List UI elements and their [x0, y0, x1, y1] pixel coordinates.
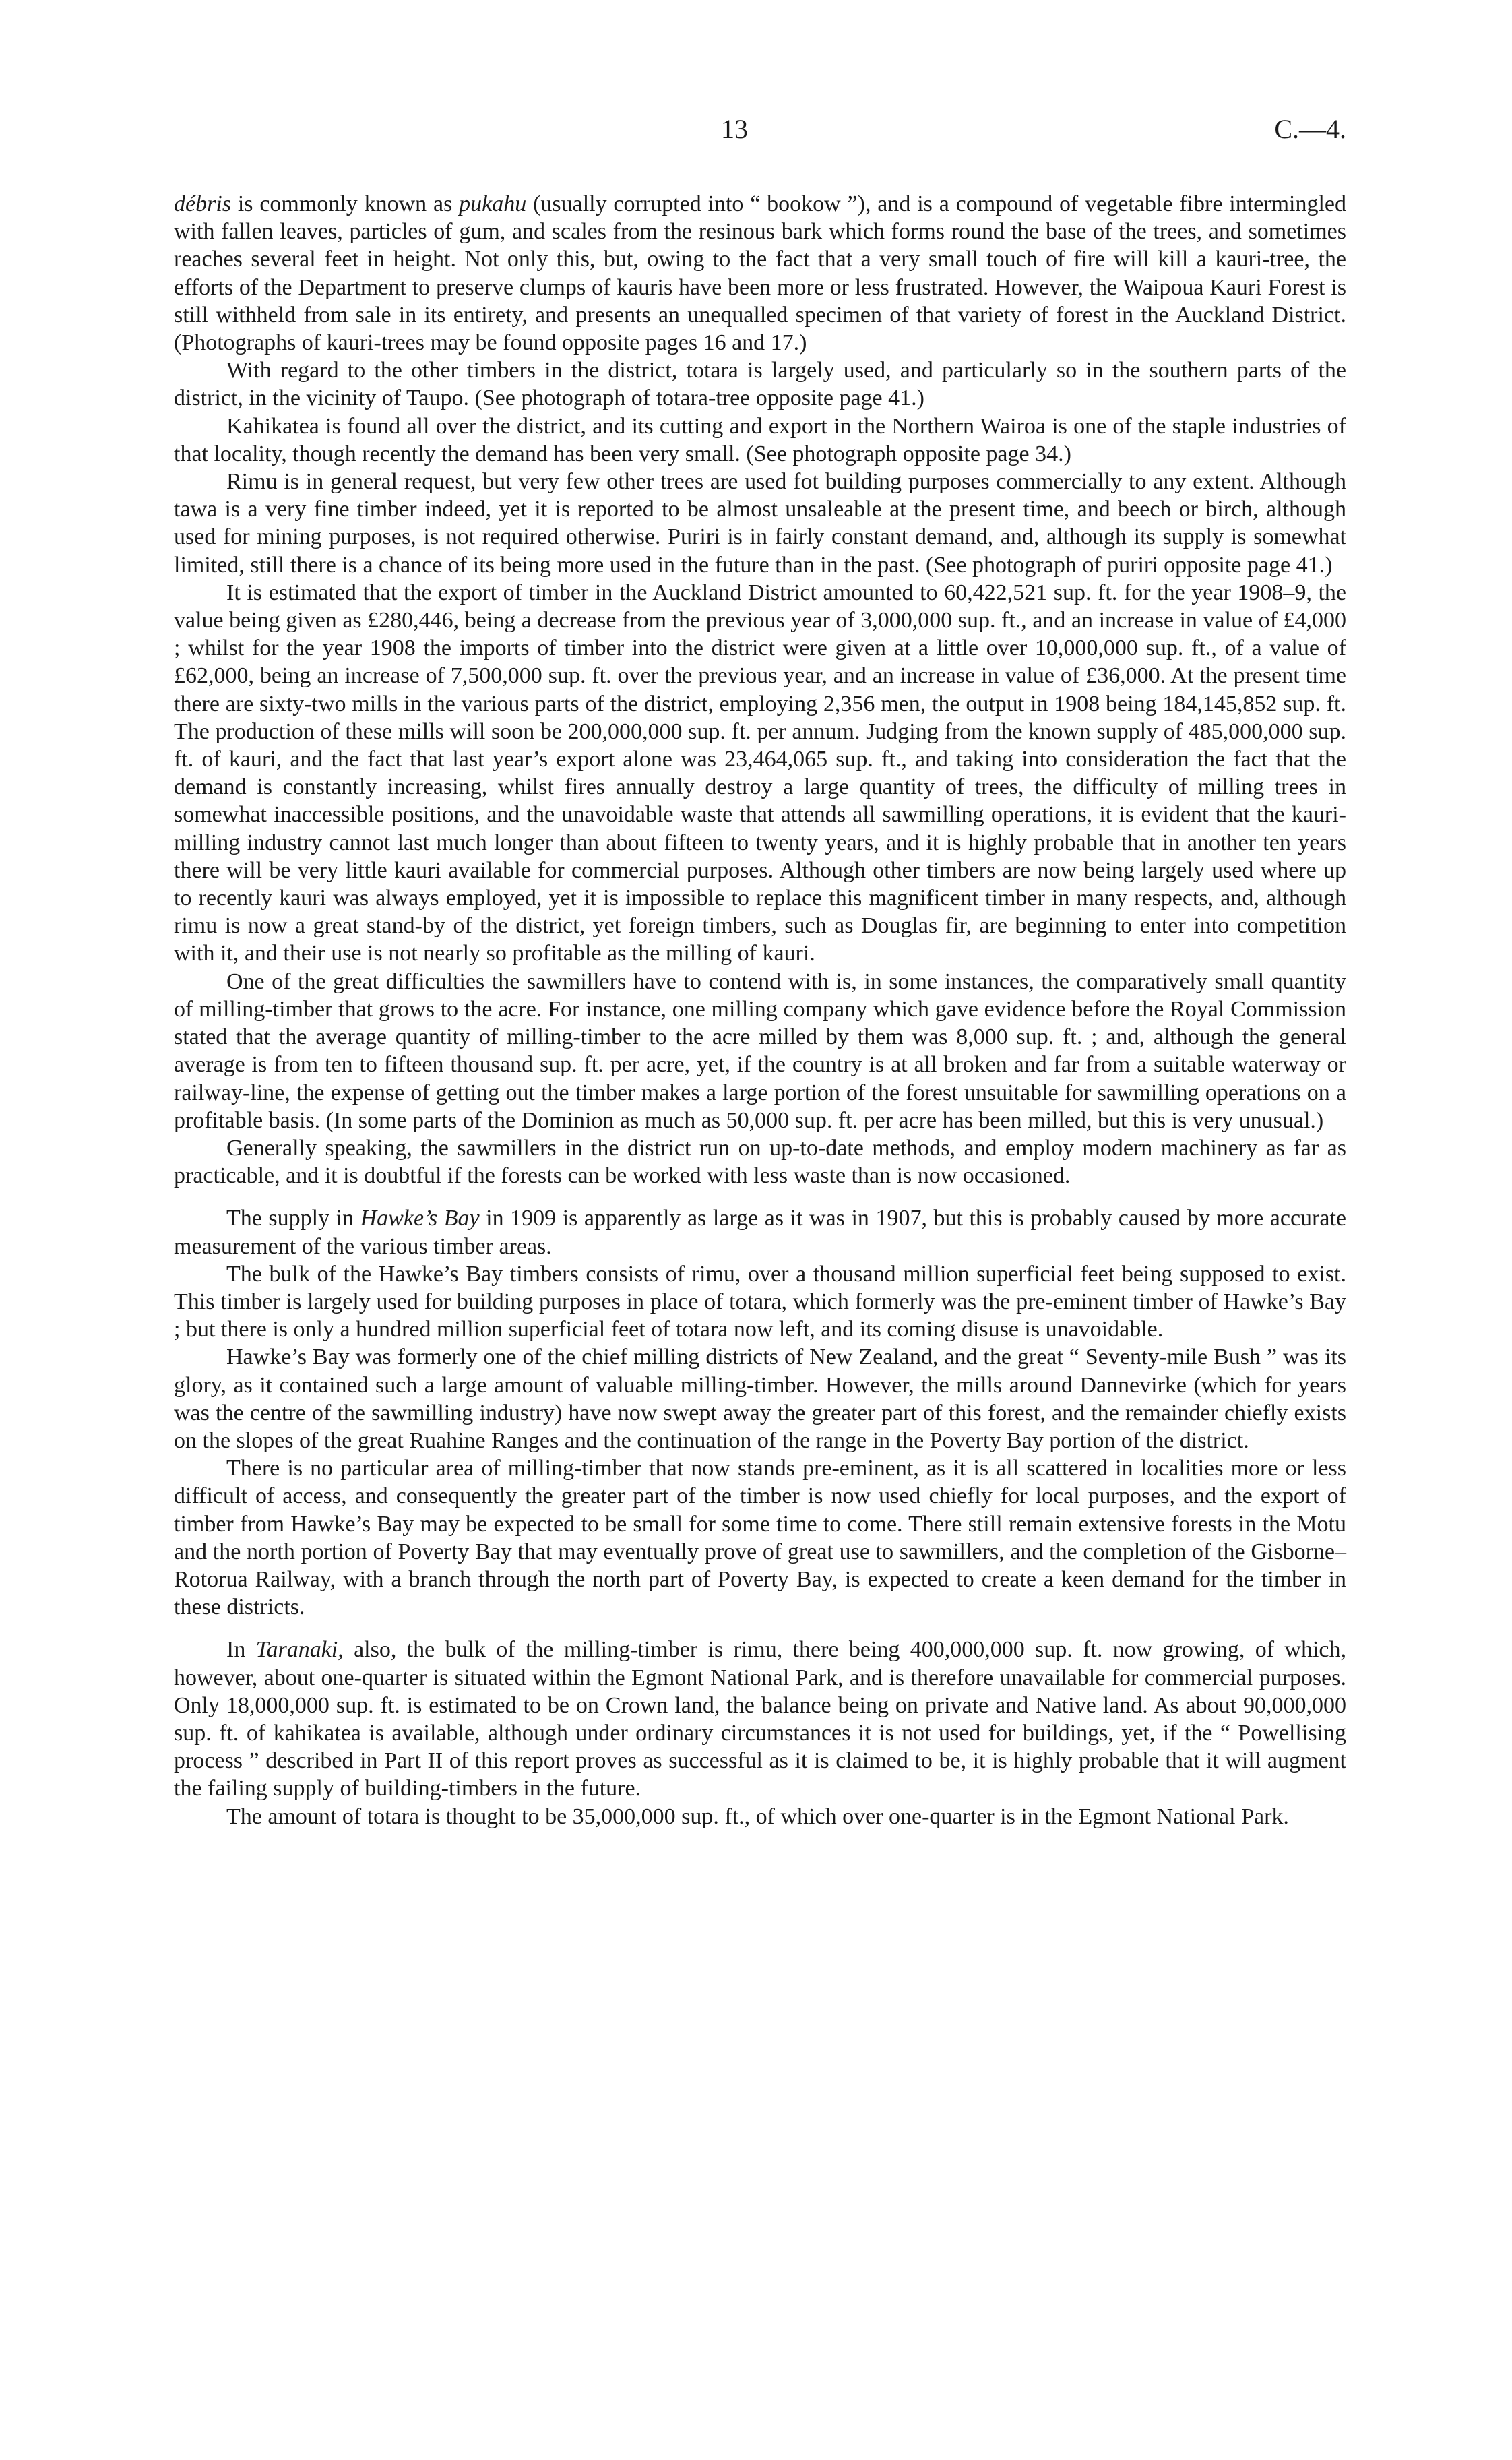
- text-run: There is no particular area of milling-timber that now stands pre-eminent, as it is all scattered in localities more or less difficult of access, and consequently the greater part of the timber is now used chiefly for local purposes, and the export of timber from Hawke’s Bay may be expected to be small for some time to come. There still remain extensive forests in the Motu and the north portion of Poverty Bay that may eventually prove of great use to sawmillers, and the completion of the Gisborne–Rotorua Railway, with a branch through the north part of Poverty Bay, is expected to create a keen demand for the timber in these districts.: [174, 1456, 1346, 1620]
- text-run: in 1909 is apparently as large as it was in 1907, but this is probably caused by more accurate measurement of the various timber areas.: [174, 1206, 1347, 1259]
- italic-text: Hawke’s Bay: [360, 1206, 480, 1231]
- paragraph: [174, 357, 1346, 412]
- text-run: It is estimated that the export of timber in the Auckland District amounted to 60,422,521 sup. ft. for the year 1908–9, the value being given as £280,446, being a decrease from the previous year of 3,000,000 sup. ft., and an increase in value of £4,000 ; whilst for the year 1908 the imports of timber into the district were given at a little over 10,000,000 sup. ft., of a value of £62,000, being an increase of 7,500,000 sup. ft. over the previous year, and an increase in value of £36,000. At the present time there are sixty-two mills in the various parts of the district, employing 2,356 men, the output in 1908 being 184,145,852 sup. ft. The production of these mills will soon be 200,000,000 sup. ft. per annum. Judging from the known supply of 485,000,000 sup. ft. of kauri, and the fact that last year’s export alone was 23,464,065 sup. ft., and taking into consideration the fact that the demand is constantly increasing, whilst fires annually destroy a large quantity of trees, the difficulty of milling trees in somewhat inaccessible positions, and the unavoidable waste that attends all sawmilling operations, it is evident that the kauri-milling industry cannot last much longer than about fifteen to twenty years, and it is highly probable that in another ten years there will be very little kauri available for commercial purposes. Although other timbers are now being largely used where up to recently kauri was always employed, yet it is impossible to replace this magnificent timber in many respects, and, although rimu is now a great stand-by of the district, yet foreign timbers, such as Douglas fir, are beginning to enter into competition with it, and their use is not nearly so profitable as the milling of kauri.: [174, 580, 1346, 966]
- text-run: is commonly known as: [231, 191, 460, 216]
- paragraph: [174, 1803, 1346, 1831]
- text-run: Hawke’s Bay was formerly one of the chief milling districts of New Zealand, and the great “ Seventy-mile Bush ” was its glory, as it contained such a large amount of valuable milling-timber. However, the mills around Dannevirke (which for years was the centre of the sawmilling industry) have now swept away the greater part of this forest, and the remainder chiefly exists on the slopes of the great Ruahine Ranges and the continuation of the range in the Poverty Bay portion of the district.: [174, 1345, 1346, 1453]
- paragraph: [174, 1454, 1346, 1621]
- text-run: With regard to the other timbers in the district, totara is largely used, and particularly so in the southern parts of the district, in the vicinity of Taupo. (See photograph of totara-tree opposite page 41.): [174, 358, 1346, 411]
- text-run: One of the great difficulties the sawmillers have to contend with is, in some instances, the comparatively small quantity of milling-timber that grows to the acre. For instance, one milling company which gave evidence before the Royal Commission stated that the average quantity of milling-timber to the acre milled by them was 8,000 sup. ft. ; and, although the general average is from ten to fifteen thousand sup. ft. per acre, yet, if the country is at all broken and far from a suitable waterway or railway-line, the expense of getting out the timber makes a large portion of the forest unsuitable for sawmilling operations on a profitable basis. (In some parts of the Dominion as much as 50,000 sup. ft. per acre has been milled, but this is very unusual.): [174, 968, 1346, 1133]
- text-run: (usually corrupted into “ bookow ”), and is a compound of vegetable fibre intermingled with fallen leaves, particles of gum, and scales from the resinous bark which forms round the base of the trees, and sometimes reaches several feet in height. Not only this, but, owing to the fact that a very small touch of fire will kill a kauri-tree, the efforts of the Department to preserve clumps of kauris have been more or less frustrated. However, the Waipoua Kauri Forest is still withheld from sale in its entirety, and presents an unequalled specimen of that variety of forest in the Auckland District. (Photographs of kauri-trees may be found opposite pages 16 and 17.): [174, 191, 1347, 356]
- text-run: In: [226, 1637, 256, 1663]
- text-run: The supply in: [226, 1206, 360, 1231]
- paragraph: [174, 968, 1346, 1134]
- italic-text: Taranaki,: [255, 1637, 344, 1663]
- page-header: [174, 113, 1346, 154]
- paragraph: [174, 1636, 1346, 1802]
- paragraph: [174, 1260, 1346, 1344]
- body-text: [174, 190, 1346, 1831]
- paragraph: [174, 412, 1346, 468]
- paragraph: [174, 1343, 1346, 1454]
- paragraph: [174, 190, 1346, 357]
- document-reference: C.—4.: [1274, 114, 1346, 144]
- text-run: also, the bulk of the milling-timber is rimu, there being 400,000,000 sup. ft. now growing, of which, however, about one-quarter is situated within the Egmont National Park, and is therefore unavailable for commercial purposes. Only 18,000,000 sup. ft. is estimated to be on Crown land, the balance being on private and Native land. As about 90,000,000 sup. ft. of kahikatea is available, although under ordinary circumstances it is not used for buildings, yet, if the “ Powellising process ” described in Part II of this report proves as successful as it is claimed to be, it is highly probable that it will augment the failing supply of building-timbers in the future.: [174, 1637, 1347, 1802]
- italic-text: débris: [174, 191, 231, 216]
- paragraph: [174, 1134, 1346, 1190]
- text-run: The bulk of the Hawke’s Bay timbers consists of rimu, over a thousand million superficial feet being supposed to exist. This timber is largely used for building purposes in place of totara, which formerly was the pre-eminent timber of Hawke’s Bay ; but there is only a hundred million superficial feet of totara now left, and its coming disuse is unavoidable.: [174, 1261, 1346, 1343]
- page-number: 13: [721, 114, 748, 144]
- paragraph: [174, 468, 1346, 579]
- paragraph: [174, 579, 1346, 968]
- text-run: Rimu is in general request, but very few other trees are used fot building purposes commercially to any extent. Although tawa is a very fine timber indeed, yet it is reported to be almost unsaleable at the present time, and beech or birch, although used for mining purposes, is not required otherwise. Puriri is in fairly constant demand, and, although its supply is somewhat limited, still there is a chance of its being more used in the future than in the past. (See photograph of puriri opposite page 41.): [174, 469, 1346, 578]
- text-run: The amount of totara is thought to be 35,000,000 sup. ft., of which over one-quarter is in the Egmont National Park.: [226, 1804, 1289, 1829]
- paragraph: [174, 1204, 1346, 1260]
- text-run: Kahikatea is found all over the district, and its cutting and export in the Northern Wairoa is one of the staple industries of that locality, though recently the demand has been very small. (See photograph opposite page 34.): [174, 413, 1346, 466]
- text-run: Generally speaking, the sawmillers in the district run on up-to-date methods, and employ modern machinery as far as practicable, and it is doubtful if the forests can be worked with less waste than is now occasioned.: [174, 1135, 1346, 1189]
- italic-text: pukahu: [459, 191, 527, 216]
